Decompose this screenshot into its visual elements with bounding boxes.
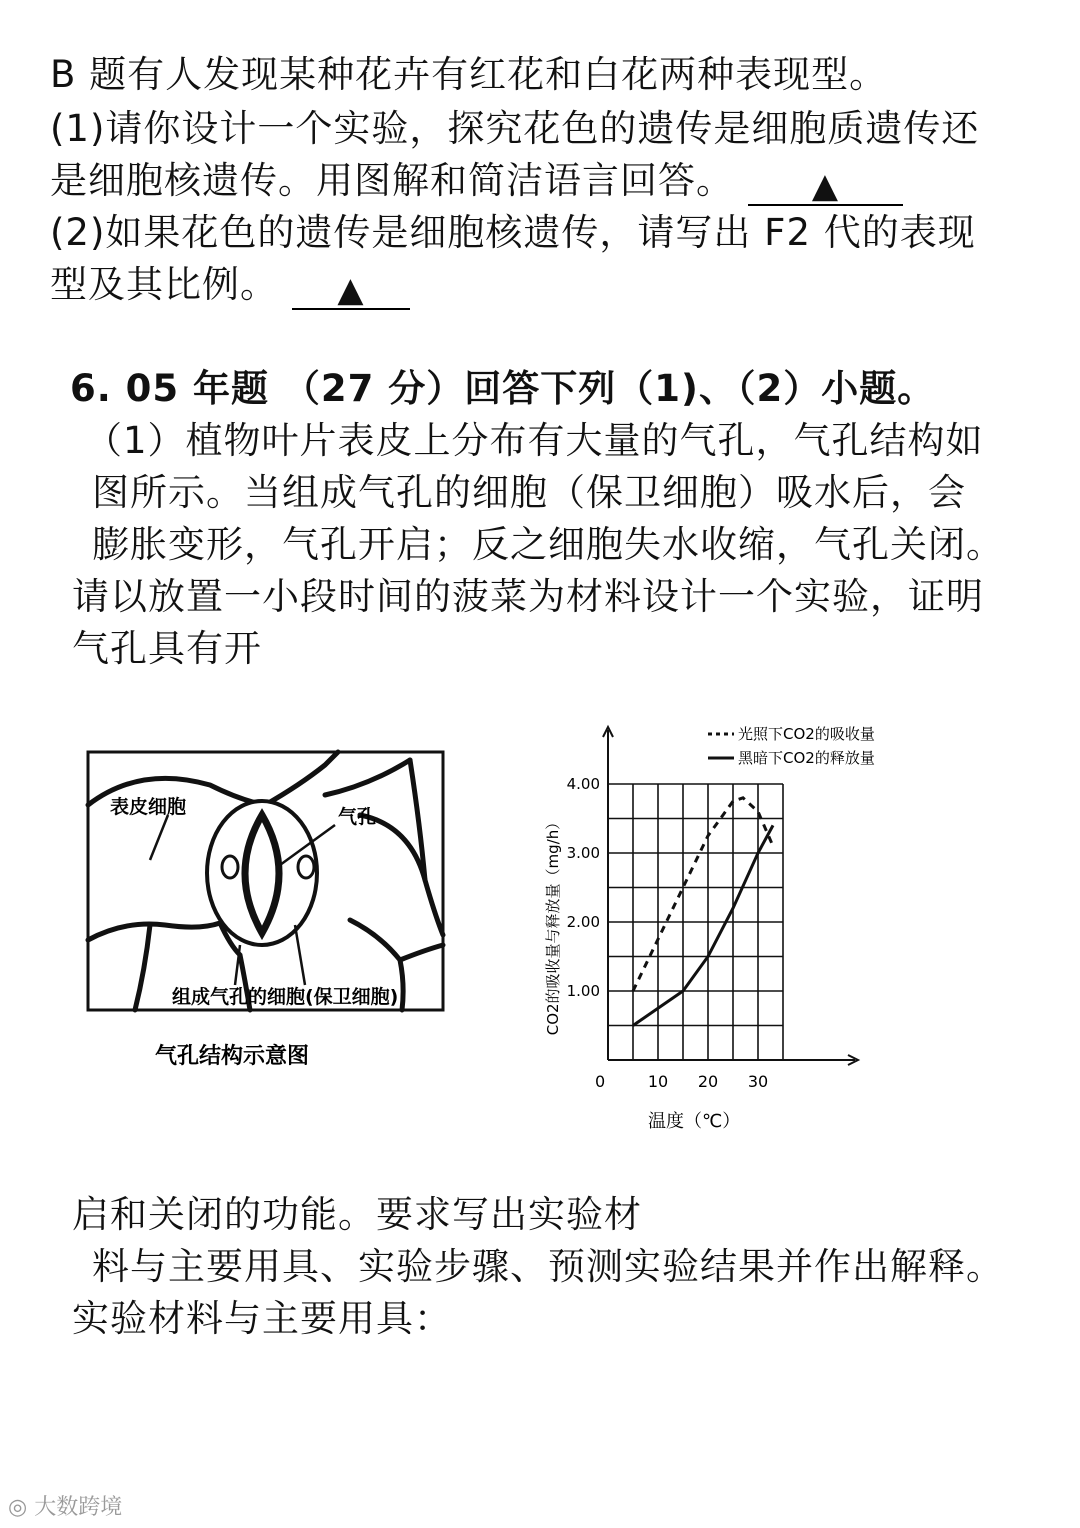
stomata-figure [80,745,460,1085]
question-6-para-line2: 图所示。当组成气孔的细胞（保卫细胞）吸水后，会 [92,471,966,514]
triangle-icon: ▲ [337,270,365,310]
x-axis-label: 温度（℃） [648,1111,741,1132]
question-b-part1-text: 是细胞核遗传。用图解和简洁语言回答。 [50,159,734,202]
question-b-intro: B 题有人发现某种花卉有红花和白花两种表现型。 [50,53,888,96]
label-stoma: 气孔 [338,806,377,828]
question-6-para-line1: （1）植物叶片表皮上分布有大量的气孔，气孔结构如 [85,419,984,462]
pointer-epidermis [150,815,168,860]
question-b-part2-line1: (2)如果花色的遗传是细胞核遗传，请写出 F2 代的表现 [50,211,976,254]
question-6-para-line6: 启和关闭的功能。要求写出实验材 [72,1193,642,1236]
y-tick-label: 2.00 [566,913,600,931]
origin-label: 0 [595,1072,606,1091]
question-6-para-line3: 膨胀变形，气孔开启；反之细胞失水收缩，气孔关闭。 [92,523,1004,566]
legend-label: 光照下CO2的吸收量 [738,725,875,743]
watermark-logo-icon: ◎ [8,1495,35,1520]
question-6-para-line8: 实验材料与主要用具： [72,1297,452,1340]
triangle-icon: ▲ [811,166,840,206]
stoma-opening [245,815,279,933]
question-b-part2-line2 [50,260,410,310]
question-6-para-line4: 请以放置一小段时间的菠菜为材料设计一个实验，证明 [72,575,984,618]
co2-chart-svg [530,715,880,1145]
question-6-para-line7: 料与主要用具、实验步骤、预测实验结果并作出解释。 [92,1245,1004,1288]
question-6-heading: 6. 05 年题 （27 分）回答下列（1)、（2）小题。 [70,367,936,410]
watermark [8,1490,122,1521]
question-b-part1-line2 [50,156,903,206]
series-line-2 [633,825,773,1025]
label-epidermis: 表皮细胞 [110,796,187,818]
label-guard-cells: 组成气孔的细胞(保卫细胞) [172,986,399,1008]
co2-chart [530,715,880,1145]
x-tick-label: 20 [697,1072,719,1091]
y-axis-label: CO2的吸收量与释放量（mg/h） [544,814,562,1036]
x-tick-label: 10 [647,1072,669,1091]
question-b-part2-text: 型及其比例。 [50,263,278,306]
question-b-part1-line1: (1)请你设计一个实验，探究花色的遗传是细胞质遗传还 [50,107,980,150]
watermark-text: 大数跨境 [34,1495,123,1520]
answer-blank-1[interactable] [748,160,903,206]
y-tick-label: 3.00 [566,844,600,862]
y-tick-label: 4.00 [566,775,600,793]
question-6-para-line5: 气孔具有开 [72,627,262,670]
figure-caption: 气孔结构示意图 [155,1044,310,1069]
y-tick-label: 1.00 [566,982,600,1000]
legend-label: 黑暗下CO2的释放量 [738,749,875,767]
stomata-diagram [80,745,460,1085]
x-tick-label: 30 [747,1072,769,1091]
answer-blank-2[interactable] [292,264,410,310]
pointer-guard-right [295,925,305,985]
